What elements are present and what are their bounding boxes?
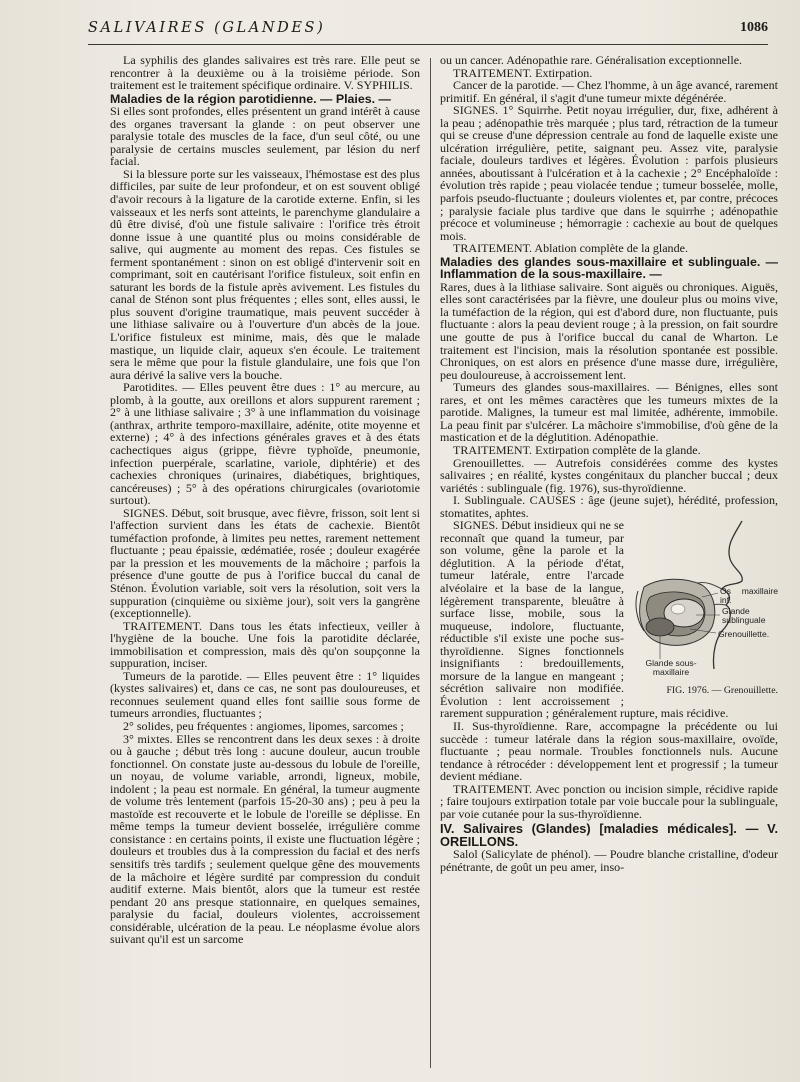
paragraph-ranula: Grenouillettes. — Autrefois considérées comme des kystes salivaires ; en réalité, kystes congénitaux du plancher buccal ; deux variétés : sublinguale (fig. 1976), sus-thyroïdienne. (440, 455, 778, 495)
paragraph-cancer-signs: SIGNES. 1° Squirrhe. Petit noyau irrégulier, dur, fixe, adhérent à la peau ; adénopathie très marquée ; plus tard, rétraction de la tumeur qui se creuse d'une dépression centrale au fond de laquelle existe une ulcération irrégulière, petite, saignant peu. Assez vite, paralysie faciale, douleurs tardives et légères. Évolution : parfois plusieurs années, aboutissant à l'ulcération et à la cachexie ; 2° Encéphaloïde : évolution très rapide ; peau violacée tendue ; tumeur bosselée, molle, parfois pseudo-fluctuante ; douleurs violentes et, par contre, précoces ; paralysie faciale plus tardive que dans le squirrhe ; adénopathie précoce et volumineuse ; hémorragie : cachexie au bout de quelques mois. (440, 103, 778, 243)
running-title: SALIVAIRES (GLANDES) (88, 20, 326, 36)
paragraph-mixed-tumors: 3° mixtes. Elles se rencontrent dans les deux sexes : à droite ou à gauche ; début très long : aucune douleur, aucun trouble fonctionnel. On constate juste au-dessous du lobule de l'oreille, un noyau, de volume variable, arrondi, ligneux, mobile, indolent ; la peau est normale. En général, la tumeur augmente de volume très lentement (parfois 15-20-30 ans) ; peu à peu la mastoïde est recouverte et le lobule de l'oreille se déplisse. En même temps la tumeur devient bosselée, irrégulière comme consistance : en certains points, il existe une fluctuation légère ; douleurs et troubles dus à la compression du facial et des nerfs sensitifs très tardifs ; seulement quelque gêne des mouvements de la mâchoire et légère surdité par compression du conduit auditif externe. Mais bientôt, alors que la tumeur est restée pendant 20 ans presque stationnaire, en quelques semaines, paralysie du facial, douleurs violentes, accroissement considérable, ulcération de la peau. Le néoplasme évolue alors suivant qu'il est un sarcome (110, 731, 420, 947)
paragraph-ranula-treatment: TRAITEMENT. Avec ponction ou incision simple, récidive rapide ; faire toujours extirpation totale par voie buccale pour la sublinguale, par voie cutanée pour la sus-thyroïdienne. (440, 781, 778, 821)
label-submaxillary-gland: Glande sous-maxillaire (645, 658, 697, 678)
column-divider (430, 58, 431, 1068)
paragraph-submaxillary-inflammation: Rares, dues à la lithiase salivaire. Sont aiguës ou chroniques. Aiguës, elles sont caractérisées par la fièvre, une douleur plus ou moins vive, la tuméfaction de la région, qui est d'abord dure, non fluctuante, puis fluctuante : alors la peau devient rouge ; à la pression, on fait sourdre une goutte de pus à l'orifice buccal du canal de Wharton. Le traitement est l'incision, mais la résolution spontanée est possible. Chroniques, on est alors en présence d'une masse dure, irrégulière, peu douloureuse, à accroissement lent. (440, 279, 778, 382)
paragraph-parotitis-treatment: TRAITEMENT. Dans tous les états infectieux, veiller à l'hygiène de la bouche. Une fois la parotidite déclarée, immobilisation et compression, mais dès qu'on soupçonne la suppuration, inciser. (110, 618, 420, 671)
paragraph-solid-tumors: 2° solides, peu fréquentes : angiomes, lipomes, sarcomes ; (123, 718, 404, 733)
figure-ranula (630, 519, 778, 697)
paragraph-sublingual-signs: SIGNES. Début insidieux qui ne se reconnaît que quand la tumeur, par son volume, gêne la parole et la déglutition. A la période d'état, tumeur latérale, entre l'arcade alvéolaire et la base de la langue, légèrement transparente, bleuâtre à surface lisse, mobile, sous la muqueuse, indolore, fluctuante, réductible s'il existe une poche sus-thyroïdienne. Signes fonctionnels insignifiants : bredouillements, morsure de la langue en mangeant ; sécrétion salivaire non modifiée. Évolution : lent accroissement ; rarement suppuration ; généralement rupture, mais récidive. (440, 518, 729, 721)
paragraph-fistulas: Si la blessure porte sur les vaisseaux, l'hémostase est des plus difficiles, par suite de leur profondeur, et on est souvent obligé d'avoir recours à la ligature de la carotide externe. Enfin, si les vaisseaux et les nerfs sont atteints, le parenchyme glandulaire a dû être divisé, d'où une fistule salivaire : l'orifice très étroit donne issue à une quantité plus ou moins considérable de salive, qui augmente au moment des repas. Ces fistules se ferment spontanément : sinon on est obligé d'intervenir soit en comprimant, soit en cautérisant l'orifice fistuleux, soit enfin en saturant les bords de la fistule après avivement. Les fistules du canal de Sténon sont plus fréquentes ; elles sont, elles aussi, le plus souvent d'origine traumatique, mais peuvent succéder à une lithiase salivaire ou à l'ouverture d'un abcès de la joue. L'orifice fistuleux est minime, mais, dès que le malade mastique, un liquide clair, aqueux s'en écoule. Le traitement sera le même que pour la fistule glandulaire, une fois que l'on aura dérivé la salive vers la bouche. (110, 166, 420, 382)
paragraph-parotitis: Parotidites. — Elles peuvent être dues : 1° au mercure, au plomb, à la goutte, aux oreillons et alors suppurent rarement ; 2° à une lithiase salivaire ; 3° à une inflammation du voisinage (anthrax, arthrite temporo-maxillaire, adénite, otite moyenne et externe) ; 4° à des infections générales graves et à des états cachectiques aigus (grippe, fièvre typhoïde, pneumonie, infection puerpérale, scarlatine, variole, diphtérie) et des cachexies chroniques (urinaires, diabétiques, brightiques, cancéreuses) ; 5° à des opérations chirurgicales (ovariotomie surtout). (110, 380, 420, 508)
paragraph-suprahyoid: II. Sus-thyroïdienne. Rare, accompagne la précédente ou lui succède : tumeur latérale dans la région sous-maxillaire, ovoïde, fluctuante ; peau normale. Troubles fonctionnels nuls. Aucune tendance à rétrocéder : développement lent et progressif ; la tumeur devient médiane. (440, 718, 778, 784)
paragraph-submaxillary-treatment: TRAITEMENT. Extirpation complète de la glande. (453, 442, 701, 457)
paragraph-cancer-continued: ou un cancer. Adénopathie rare. Généralisation exceptionnelle. (440, 53, 743, 67)
paragraph-ablation: TRAITEMENT. Ablation complète de la glande. (453, 241, 688, 256)
right-column (440, 54, 778, 874)
label-sublingual-gland: Glande sublinguale (722, 606, 766, 626)
paragraph-sublingual: I. Sublinguale. CAUSES : âge (jeune sujet), hérédité, profession, stomatites, aphtes. (440, 493, 778, 520)
paragraph-parotid-tumors: Tumeurs de la parotide. — Elles peuvent être : 1° liquides (kystes salivaires) et, dans ce cas, ne sont pas douloureuses, et reconnues seulement quand elles font saillie sous forme de tumeurs arrondies, fluctuantes ; (110, 668, 420, 721)
figure-caption: FIG. 1976. — Grenouillette. (666, 684, 778, 696)
paragraph-submaxillary-tumors: Tumeurs des glandes sous-maxillaires. — Bénignes, elles sont rares, et ont les mêmes caractères que les tumeurs mixtes de la parotide. Malignes, la tumeur est mal limitée, adhérente, immobile. La peau finit par s'ulcérer. La mâchoire s'immobilise, d'où gêne de la mastication et de la déglutition. Adénopathie. (440, 380, 778, 445)
paragraph-syphilis: La syphilis des glandes salivaires est très rare. Elle peut se rencontrer à la deuxième ou à la troisième période. Son traitement est le traitement spécifique ordinaire. V. SYPHILIS. (110, 53, 420, 93)
page-number: 1086 (740, 20, 768, 35)
paragraph-salol: Salol (Salicylate de phénol). — Poudre blanche cristalline, d'odeur pénétrante, de goût un peu amer, inso- (440, 847, 778, 874)
heading-parotid-region: Maladies de la région parotidienne. — Plaies. — (110, 91, 391, 106)
paragraph-parotitis-signs: SIGNES. Début, soit brusque, avec fièvre, frisson, soit lent si l'affection survient dans les états de cachexie. Bientôt tuméfaction profonde, à limites peu nettes, rarement nettement fluctuante ; peau épaissie, œdématiée, rosée ; douleur exagérée par la pression et les mouvements de la mâchoire ; parfois la présence d'une goutte de pus à l'orifice buccal du canal de Sténon. Évolution variable, soit vers la résolution, soit vers la suppuration (cinquième ou sixième jour), soit vers la gangrène (exceptionnelle). (110, 505, 420, 621)
paragraph-parotid-cancer: Cancer de la parotide. — Chez l'homme, à un âge avancé, rarement primitif. En général, il s'agit d'une tumeur mixte dégénérée. (440, 78, 778, 105)
label-mandible: Os maxillaire inf. (720, 586, 778, 606)
heading-medical-diseases: IV. Salivaires (Glandes) [maladies médicales]. — V. OREILLONS. (440, 821, 778, 849)
paragraph-wounds: Si elles sont profondes, elles présentent un grand intérêt à cause des organes traversant la glande : on peut observer une paralysie totale des muscles de la face, d'un seul côté, ou une paralysie de certains muscles seulement, par lésion du nerf facial. (110, 104, 420, 169)
paragraph-extirpation: TRAITEMENT. Extirpation. (453, 65, 593, 80)
left-column (110, 54, 420, 946)
running-head (88, 20, 768, 45)
label-ranula: Grenouillette. (718, 629, 770, 640)
heading-submaxillary: Maladies des glandes sous-maxillaire et sublinguale. — Inflammation de la sous-maxillaire. — (440, 254, 778, 282)
